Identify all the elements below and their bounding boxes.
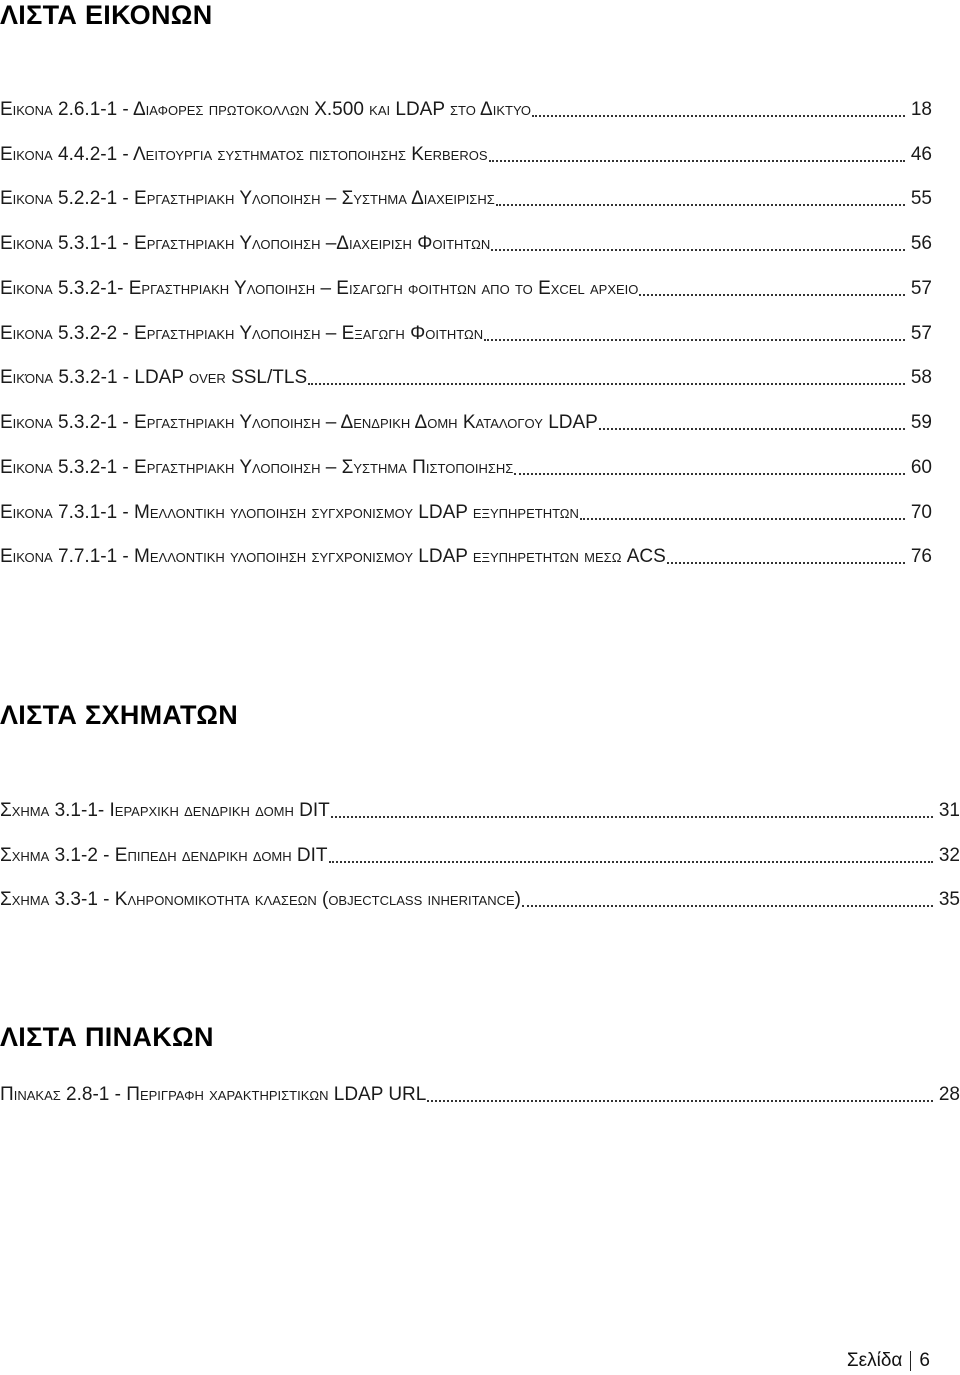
dot-leader [522,904,933,907]
page-label: Σελίδα [846,1350,903,1371]
entry-text: Εικονα 5.3.2-1 - Εργαστηριακη Υλοποιηση – Δενδρικη Δομη Καταλογου LDAP [0,412,598,433]
entry-text: Εικονα 5.3.2-2 - Εργαστηριακη Υλοποιηση – Εξαγωγη Φοιτητων [0,323,484,344]
figure-entry[interactable] [0,409,932,437]
entry-text: Εικόνα 5.3.2-1 - LDAP over SSL/TLS [0,367,308,388]
figure-entry[interactable] [0,454,932,482]
entry-page: 56 [910,233,932,254]
diagrams-list-title: ΛΙΣΤΑ ΣΧΗΜΑΤΩΝ [0,700,239,730]
dot-leader [308,382,905,385]
figure-entry[interactable] [0,543,932,571]
entry-text: Εικονα 4.4.2-1 - Λειτουργια συστηματος πιστοποιησης Kerberos [0,144,488,165]
figure-entry[interactable] [0,230,932,258]
entry-page: 55 [910,188,932,209]
entry-page: 35 [938,889,960,910]
footer-separator [910,1351,911,1371]
dot-leader [667,561,905,564]
page-footer [847,1350,930,1372]
dot-leader [329,860,933,863]
dot-leader [484,338,905,341]
entry-page: 31 [938,800,960,821]
entry-text: Πινακας 2.8-1 - Περιγραφη χαρακτηριστικων LDAP URL [0,1084,427,1105]
entry-page: 57 [910,323,932,344]
entry-page: 59 [910,412,932,433]
page-number: 6 [919,1350,930,1371]
entry-page: 28 [938,1084,960,1105]
diagram-entry[interactable] [0,886,960,914]
dot-leader [580,517,905,520]
dot-leader [427,1099,933,1102]
entry-text: Εικονα 7.7.1-1 - Μελλοντικη υλοποιηση συγχρονισμου LDAP εξυπηρετητων μεσω ACS [0,546,666,567]
dot-leader [532,114,905,117]
table-entry[interactable] [0,1081,960,1109]
entry-page: 32 [938,845,960,866]
dot-leader [496,203,905,206]
entry-page: 46 [910,144,932,165]
entry-text: Σχημα 3.1-1- Ιεραρχικη δενδρικη δομη DIT [0,800,330,821]
entry-text: Εικονα 5.3.2-1 - Εργαστηριακη Υλοποιηση – Συστημα Πιστοποιησης [0,457,514,478]
figure-entry[interactable] [0,364,932,392]
entry-text: Εικονα 5.3.1-1 - Εργαστηριακη Υλοποιηση –Διαχειριση Φοιτητων [0,233,491,254]
dot-leader [331,815,933,818]
entry-text: Σχημα 3.3-1 - Κληρονομικοτητα κλασεων (objectclass inheritance) [0,889,521,910]
diagram-entry[interactable] [0,842,960,870]
entry-page: 57 [910,278,932,299]
entry-text: Σχημα 3.1-2 - Επιπεδη δενδρικη δομη DIT [0,845,328,866]
dot-leader [639,293,905,296]
figures-list-title: ΛΙΣΤΑ ΕΙΚΟΝΩΝ [0,0,213,30]
dot-leader [491,248,905,251]
figure-entry[interactable] [0,185,932,213]
entry-text: Εικονα 5.2.2-1 - Εργαστηριακη Υλοποιηση – Συστημα Διαχειρισης [0,188,495,209]
figure-entry[interactable] [0,275,932,303]
entry-page: 18 [910,99,932,120]
entry-text: Εικονα 5.3.2-1- Εργαστηριακη Υλοποιηση – Εισαγωγη φοιτητων απο το Excel αρχειο [0,278,639,299]
dot-leader [599,427,905,430]
figure-entry[interactable] [0,320,932,348]
entry-page: 58 [910,367,932,388]
entry-text: Εικονα 7.3.1-1 - Μελλοντικη υλοποιηση συγχρονισμου LDAP εξυπηρετητων [0,502,579,523]
diagram-entry[interactable] [0,797,960,825]
entry-text: Εικονα 2.6.1-1 - Διαφορες πρωτοκολλων Χ.500 και LDAP στο Δικτυο [0,99,532,120]
entry-page: 60 [910,457,932,478]
figure-entry[interactable] [0,141,932,169]
dot-leader [489,159,905,162]
figure-entry[interactable] [0,96,932,124]
figure-entry[interactable] [0,499,932,527]
dot-leader [514,472,905,475]
tables-list-title: ΛΙΣΤΑ ΠΙΝΑΚΩΝ [0,1022,214,1052]
entry-page: 70 [910,502,932,523]
entry-page: 76 [910,546,932,567]
